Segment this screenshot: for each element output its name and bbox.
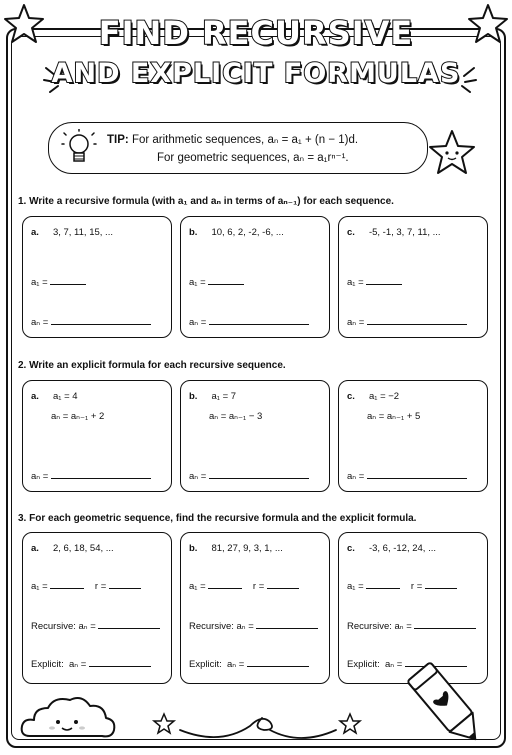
problem-2a — [22, 380, 172, 492]
tip-label: TIP: — [107, 134, 129, 146]
problem-1b — [180, 216, 330, 338]
cloud-icon — [18, 684, 118, 744]
an-answer-blank[interactable] — [209, 469, 309, 479]
section-3-title: 3. For each geometric sequence, find the recursive formula and the explicit formula. — [18, 513, 417, 524]
an-answer-blank[interactable] — [367, 315, 467, 325]
an-label: aₙ = — [69, 659, 87, 670]
an-label: aₙ = — [394, 621, 412, 632]
a1-answer-blank[interactable] — [208, 579, 242, 589]
explicit-label: Explicit: — [189, 659, 222, 670]
recursive-label: Recursive: — [347, 621, 392, 632]
problem-letter: c. — [347, 227, 355, 238]
an-answer-blank[interactable] — [209, 315, 309, 325]
problem-letter: b. — [189, 227, 198, 238]
r-label: r = — [252, 581, 265, 592]
tip-geometric: For geometric sequences, aₙ = a₁rⁿ⁻¹. — [157, 152, 349, 164]
an-label: aₙ = — [385, 659, 403, 670]
an-label: aₙ = — [347, 471, 365, 482]
recursive-answer-blank[interactable] — [98, 619, 160, 629]
section-1-title: 1. Write a recursive formula (with a₁ and aₙ in terms of aₙ₋₁) for each sequence. — [18, 196, 394, 207]
worksheet-title: FIND RECURSIVE — [98, 14, 414, 52]
problem-2b — [180, 380, 330, 492]
recursive-rule: aₙ = aₙ₋₁ + 2 — [51, 411, 105, 422]
problem-letter: b. — [189, 543, 198, 554]
problem-letter: c. — [347, 391, 355, 402]
problem-letter: a. — [31, 227, 39, 238]
problem-letter: b. — [189, 391, 198, 402]
a1-answer-blank[interactable] — [366, 275, 402, 285]
a1-label: a₁ = — [31, 277, 48, 288]
an-label: aₙ = — [31, 317, 49, 328]
pencil-icon — [400, 652, 496, 752]
an-answer-blank[interactable] — [51, 469, 151, 479]
explicit-label: Explicit: — [31, 659, 64, 670]
an-answer-blank[interactable] — [51, 315, 151, 325]
a1-label: a₁ = — [31, 581, 48, 592]
a1-label: a₁ = — [189, 277, 206, 288]
an-label: aₙ = — [236, 621, 254, 632]
sequence: 10, 6, 2, -2, -6, ... — [211, 227, 284, 238]
tip-arithmetic: For arithmetic sequences, aₙ = a₁ + (n − 1)d. — [131, 134, 359, 146]
an-label: aₙ = — [31, 471, 49, 482]
an-label: aₙ = — [189, 471, 207, 482]
r-answer-blank[interactable] — [267, 579, 299, 589]
problem-2c — [338, 380, 488, 492]
tip-box — [48, 122, 428, 174]
a1-label: a₁ = — [347, 277, 364, 288]
problem-letter: c. — [347, 543, 355, 554]
recursive-answer-blank[interactable] — [256, 619, 318, 629]
an-answer-blank[interactable] — [367, 469, 467, 479]
first-term: a₁ = 7 — [211, 391, 237, 402]
a1-answer-blank[interactable] — [366, 579, 400, 589]
problem-letter: a. — [31, 543, 39, 554]
problem-1a — [22, 216, 172, 338]
recursive-label: Recursive: — [189, 621, 234, 632]
problem-3a — [22, 532, 172, 684]
first-term: a₁ = 4 — [52, 391, 78, 402]
explicit-answer-blank[interactable] — [247, 657, 309, 667]
r-label: r = — [410, 581, 423, 592]
r-label: r = — [94, 581, 107, 592]
problem-letter: a. — [31, 391, 39, 402]
an-label: aₙ = — [78, 621, 96, 632]
recursive-label: Recursive: — [31, 621, 76, 632]
problem-3b — [180, 532, 330, 684]
an-label: aₙ = — [347, 317, 365, 328]
a1-label: a₁ = — [347, 581, 364, 592]
sequence: 81, 27, 9, 3, 1, ... — [211, 543, 283, 554]
an-label: aₙ = — [189, 317, 207, 328]
a1-answer-blank[interactable] — [50, 579, 84, 589]
smiling-star-icon — [426, 128, 478, 178]
sequence: -5, -1, 3, 7, 11, ... — [368, 227, 441, 238]
a1-answer-blank[interactable] — [208, 275, 244, 285]
recursive-answer-blank[interactable] — [414, 619, 476, 629]
first-term: a₁ = −2 — [368, 391, 400, 402]
swirl-icon — [150, 700, 370, 750]
problem-1c — [338, 216, 488, 338]
explicit-answer-blank[interactable] — [89, 657, 151, 667]
r-answer-blank[interactable] — [109, 579, 141, 589]
worksheet-subtitle: AND EXPLICIT FORMULAS — [51, 58, 461, 89]
explicit-label: Explicit: — [347, 659, 380, 670]
an-label: aₙ = — [227, 659, 245, 670]
sequence: 2, 6, 18, 54, ... — [52, 543, 114, 554]
a1-answer-blank[interactable] — [50, 275, 86, 285]
lightbulb-icon — [61, 129, 97, 169]
recursive-rule: aₙ = aₙ₋₁ + 5 — [367, 411, 421, 422]
recursive-rule: aₙ = aₙ₋₁ − 3 — [209, 411, 263, 422]
a1-label: a₁ = — [189, 581, 206, 592]
sequence: -3, 6, -12, 24, ... — [368, 543, 436, 554]
r-answer-blank[interactable] — [425, 579, 457, 589]
sequence: 3, 7, 11, 15, ... — [52, 227, 113, 238]
section-2-title: 2. Write an explicit formula for each recursive sequence. — [18, 360, 286, 371]
